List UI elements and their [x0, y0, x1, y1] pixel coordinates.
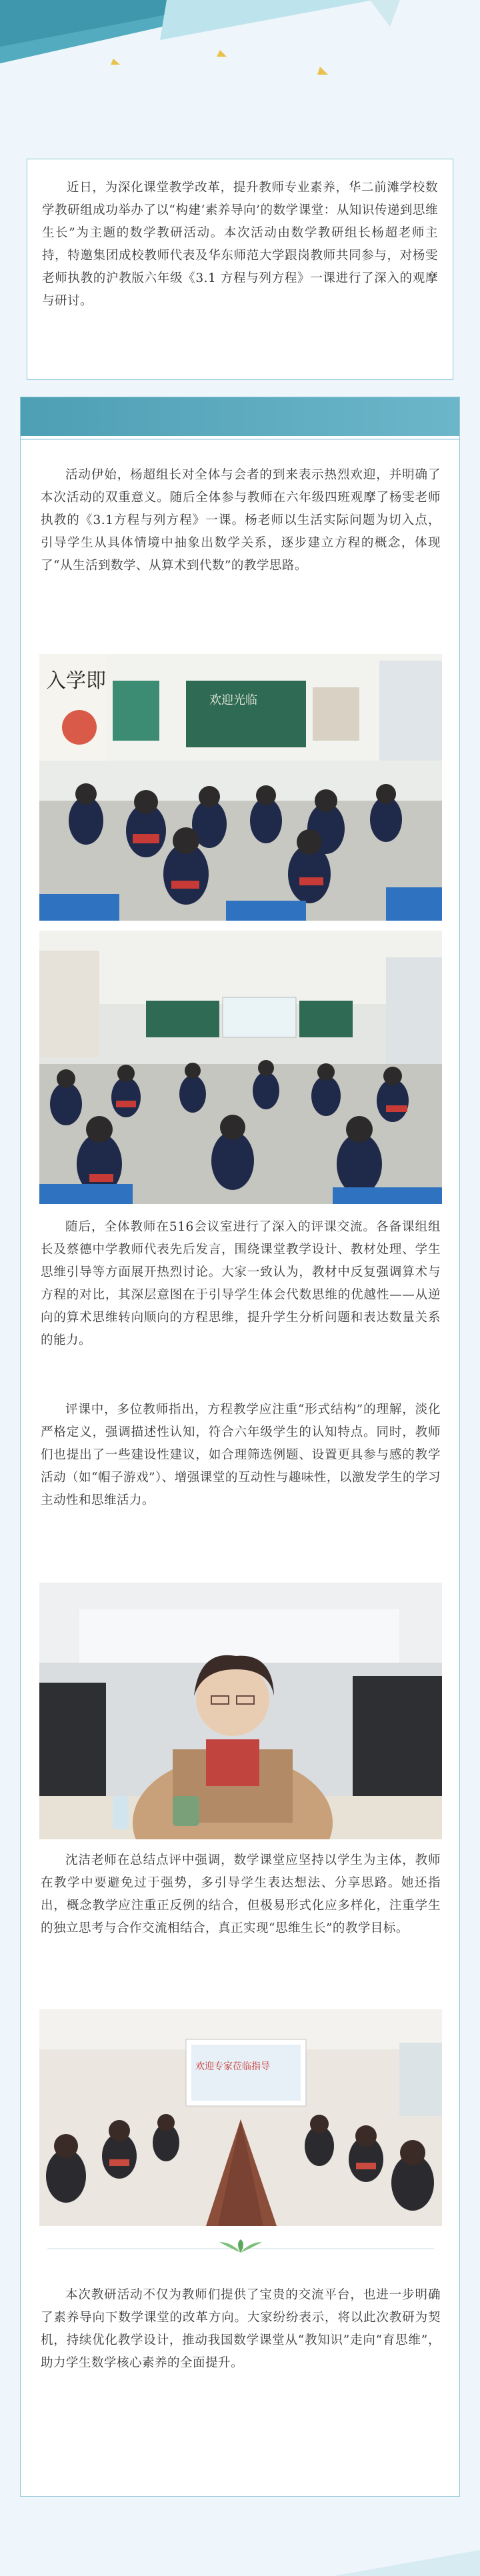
main-panel [20, 397, 460, 2497]
leaf-divider-icon [47, 2237, 434, 2260]
section-3 [41, 1399, 441, 1512]
section-2-paragraph: 随后，全体教师在516会议室进行了深入的评课交流。各备课组组长及蔡德中学教师代表先后发言，围绕课堂教学设计、教材处理、学生思维引导等方面展开热烈讨论。大家一致认为，教材中反复强调算术与方程的对比，其深层意图在于引导学生体会代数思维的优越性——从逆向的算术思维转向顺向的方程思维，提升学生分析问题和表达数量关系的能力。 [41, 1220, 441, 1347]
conference-room-photo [39, 2009, 442, 2226]
teacher-speaking-photo-image [39, 1583, 442, 1839]
board-text: 欢迎光临 [209, 693, 257, 707]
section-4 [41, 1849, 441, 1940]
teacher-speaking-photo [39, 1583, 442, 1839]
classroom-photo-1-image [39, 654, 442, 921]
panel-header-bar [21, 397, 459, 436]
banner-text: 欢迎专家莅临指导 [195, 2062, 270, 2072]
section-5 [41, 2284, 441, 2375]
section-2 [41, 1216, 441, 1352]
classroom-photo-1 [39, 654, 442, 921]
intro-paragraph: 近日，为深化课堂教学改革，提升教师专业素养，华二前滩学校数学教研组成功举办了以“构建‘素养导向’的数学课堂：从知识传递到思维生长”为主题的数学教研活动。本次活动由数学教研组长杨超老师主持，特邀集团成校教师代表及华东师范大学跟岗教师共同参与，对杨雯老师执教的沪教版六年级《3.1 方程与列方程》一课进行了深入的观摩与研讨。 [42, 181, 438, 308]
section-3-paragraph: 评课中，多位教师指出，方程教学应注重“形式结构”的理解，淡化严格定义，强调描述性认知，符合六年级学生的认知特点。同时，教师们也提出了一些建设性建议，如合理筛选例题、设置更具参与感的教学活动（如“帽子游戏”）、增强课堂的互动性与趣味性，以激发学生的学习主动性和思维活力。 [41, 1403, 441, 1507]
intro-box [27, 159, 453, 380]
bottom-decoration [0, 2530, 480, 2576]
section-1-paragraph: 活动伊始，杨超组长对全体与会者的到来表示热烈欢迎，并明确了本次活动的双重意义。随后全体参与教师在六年级四班观摩了杨雯老师执教的《3.1方程与列方程》一课。杨老师以生活实际问题为切入点，引导学生从具体情境中抽象出数学关系，逐步建立方程的概念，体现了“从生活到数学、从算术到代数”的教学思路。 [41, 468, 441, 573]
section-1 [41, 464, 441, 577]
classroom-photo-2-image [39, 931, 442, 1204]
section-4-paragraph: 沈洁老师在总结点评中强调，数学课堂应坚持以学生为主体，教师在教学中要避免过于强势，多引导学生表达想法、分享思路。她还指出，概念教学应注重正反例的结合，但极易形式化应多样化，注重学生的独立思考与合作交流相结合，真正实现“思维生长”的教学目标。 [41, 1853, 441, 1935]
conference-room-photo-image [39, 2009, 442, 2226]
classroom-photo-2 [39, 931, 442, 1204]
section-5-paragraph: 本次教研活动不仅为教师们提供了宝贵的交流平台，也进一步明确了素养导向下数学课堂的改革方向。大家纷纷表示，将以此次教研为契机，持续优化教学设计，推动我国数学课堂从“教知识”走向“育思维”，助力学生数学核心素养的全面提升。 [41, 2288, 441, 2370]
poster-text: 入学即 [46, 670, 106, 692]
top-decoration [0, 0, 480, 80]
